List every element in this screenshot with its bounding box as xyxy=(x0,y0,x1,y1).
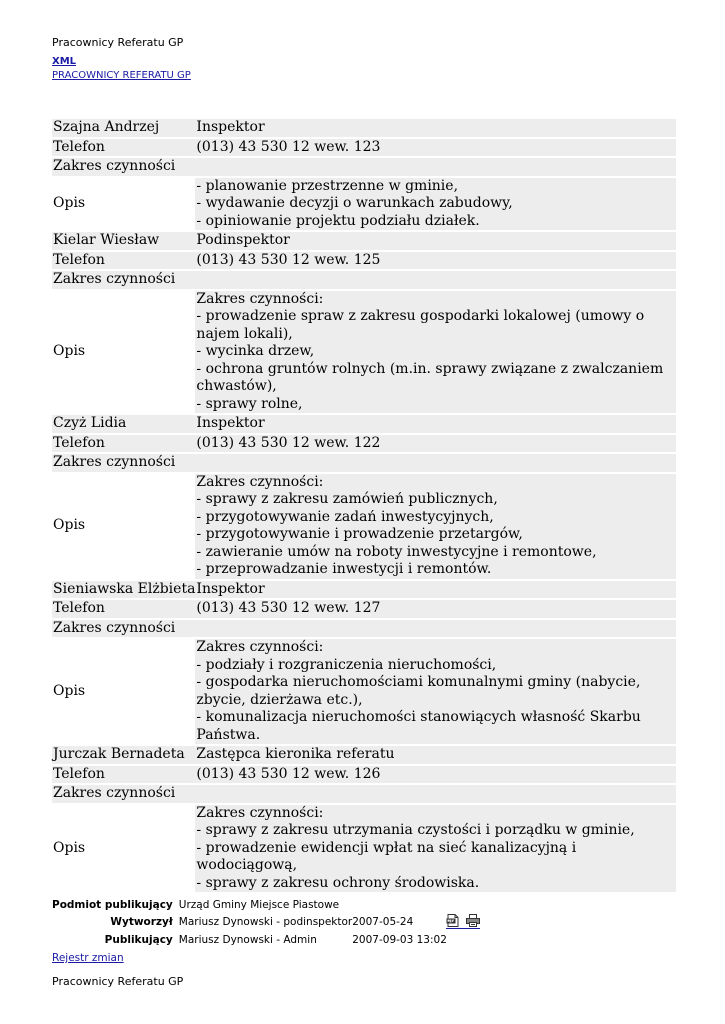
phone-label: Telefon xyxy=(52,600,195,618)
zakres-label: Zakres czynności xyxy=(52,785,195,803)
zakres-row xyxy=(52,620,676,638)
phone-row xyxy=(52,139,676,157)
zakres-row xyxy=(52,158,676,176)
staff-name: Czyż Lidia xyxy=(52,415,195,433)
phone-label: Telefon xyxy=(52,252,195,270)
staff-name-row xyxy=(52,119,676,137)
publikujacy-label: Publikujący xyxy=(104,933,173,946)
staff-name-row xyxy=(52,746,676,764)
opis-row xyxy=(52,178,676,231)
staff-name-row xyxy=(52,581,676,599)
pdf-icon[interactable] xyxy=(446,914,460,927)
publikujacy-date: 2007-09-03 13:02 xyxy=(352,933,447,946)
opis-text: Zakres czynności: - sprawy z zakresu zamówień publicznych, - przygotowywanie zadań inwestycyjnych, - przygotowywanie i prowadzenie przetargów, - zawieranie umów na roboty inwestycyjne i remontowe, - przeprowadzanie inwestycji i remontów. xyxy=(196,473,597,577)
staff-position: Inspektor xyxy=(195,119,676,137)
phone-label: Telefon xyxy=(52,139,195,157)
zakres-row xyxy=(52,454,676,472)
opis-label: Opis xyxy=(53,195,86,211)
page-title: Pracownicy Referatu GP xyxy=(52,36,184,49)
zakres-label: Zakres czynności xyxy=(52,454,195,472)
zakres-label: Zakres czynności xyxy=(52,620,195,638)
opis-label: Opis xyxy=(53,839,86,856)
staff-name: Szajna Andrzej xyxy=(52,119,195,137)
phone-label: Telefon xyxy=(52,435,195,453)
opis-row xyxy=(52,805,676,893)
opis-label: Opis xyxy=(53,517,86,534)
section-link[interactable]: PRACOWNICY REFERATU GP xyxy=(52,70,191,81)
rejestr-zmian-link[interactable]: Rejestr zmian xyxy=(52,952,124,964)
phone-row xyxy=(52,600,676,618)
staff-table xyxy=(52,117,676,894)
opis-row xyxy=(52,291,676,414)
staff-name: Kielar Wiesław xyxy=(52,232,195,250)
wytworzyl-date: 2007-05-24 xyxy=(352,916,414,929)
opis-label: Opis xyxy=(53,343,86,359)
phone-value: (013) 43 530 12 wew. 126 xyxy=(195,766,676,784)
staff-name: Sieniawska Elżbieta xyxy=(53,580,196,597)
xml-link[interactable]: XML xyxy=(52,56,77,67)
phone-value: (013) 43 530 12 wew. 123 xyxy=(195,139,676,157)
bottom-title: Pracownicy Referatu GP xyxy=(52,975,184,988)
opis-row xyxy=(52,474,676,579)
opis-row xyxy=(52,639,676,744)
staff-position: Inspektor xyxy=(195,581,676,599)
staff-position: Inspektor xyxy=(195,415,676,433)
opis-text: Zakres czynności: - sprawy z zakresu utrzymania czystości i porządku w gminie, - prowadzenie ewidencji wpłat na sieć kanalizacyjną i wodociągową, - sprawy z zakresu ochrony środowiska. xyxy=(196,804,635,891)
phone-row xyxy=(52,766,676,784)
zakres-label: Zakres czynności xyxy=(52,271,195,289)
phone-value: (013) 43 530 12 wew. 125 xyxy=(195,252,676,270)
wytworzyl-label: Wytworzył xyxy=(110,916,173,929)
export-icons xyxy=(446,914,480,929)
staff-position: Podinspektor xyxy=(195,232,676,250)
zakres-row xyxy=(52,785,676,803)
podmiot-label: Podmiot publikujący xyxy=(52,898,173,911)
zakres-label: Zakres czynności xyxy=(52,158,195,176)
staff-name-row xyxy=(52,415,676,433)
zakres-row xyxy=(52,271,676,289)
phone-row xyxy=(52,435,676,453)
staff-name: Jurczak Bernadeta xyxy=(52,746,195,764)
phone-value: (013) 43 530 12 wew. 122 xyxy=(195,435,676,453)
podmiot-value: Urząd Gminy Miejsce Piastowe xyxy=(178,898,340,911)
opis-label: Opis xyxy=(53,682,86,699)
opis-text: Zakres czynności: - prowadzenie spraw z zakresu gospodarki lokalowej (umowy o najem lokali), - wycinka drzew, - ochrona gruntów rolnych (m.in. sprawy związane z zwalczaniem chwastów), - sprawy rolne, xyxy=(196,290,664,412)
wytworzyl-name: Mariusz Dynowski - podinspektor xyxy=(178,916,353,929)
phone-row xyxy=(52,252,676,270)
staff-name-row xyxy=(52,232,676,250)
publication-meta xyxy=(52,896,480,949)
printer-icon[interactable] xyxy=(466,914,480,927)
publikujacy-name: Mariusz Dynowski - Admin xyxy=(178,933,317,946)
phone-label: Telefon xyxy=(52,766,195,784)
staff-position: Zastępca kieronika referatu xyxy=(196,746,395,762)
phone-value: (013) 43 530 12 wew. 127 xyxy=(195,600,676,618)
opis-text: - planowanie przestrzenne w gminie, - wydawanie decyzji o warunkach zabudowy, - opiniowanie projektu podziału działek. xyxy=(196,177,513,229)
opis-text: Zakres czynności: - podziały i rozgraniczenia nieruchomości, - gospodarka nieruchomościami komunalnymi gminy (nabycie, zbycie, dzierżawa etc.), - komunalizacja nieruchomości stanowiących własność Skarbu Państwa. xyxy=(196,639,641,743)
